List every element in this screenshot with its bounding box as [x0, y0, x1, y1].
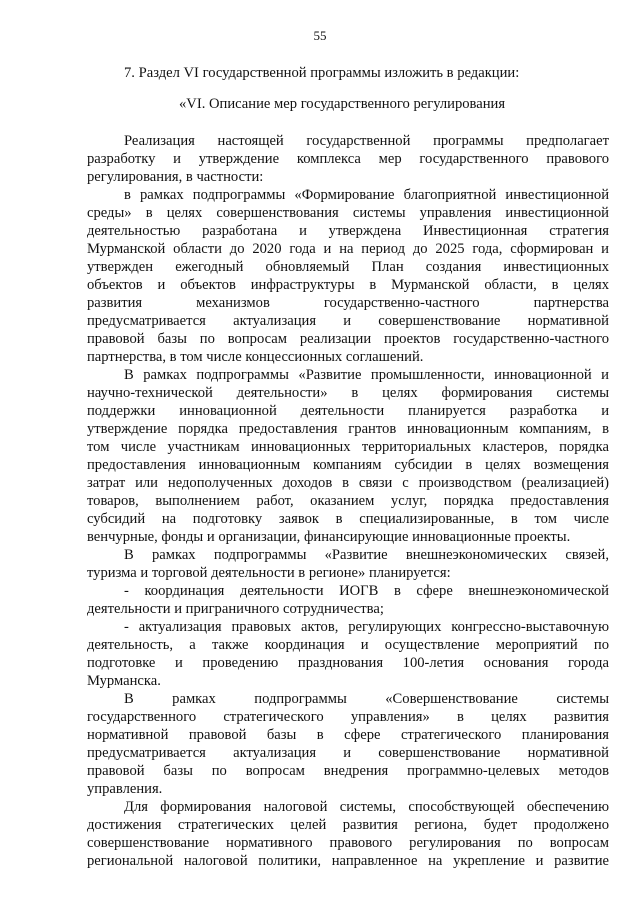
paragraph-line: совершенствование нормативного правового регулирования по вопросам	[87, 835, 609, 851]
paragraph-line: научно-технической деятельности» в целях формирования системы	[87, 385, 609, 401]
list-item-line: деятельности и приграничного сотрудничества;	[87, 601, 384, 617]
paragraph-line: Мурманской области до 2020 года и на период до 2025 года, сформирован и	[87, 241, 609, 257]
paragraph-line: том числе участникам инновационных территориальных кластеров, порядка	[87, 439, 609, 455]
paragraph-line: поддержки инновационной деятельности планируется разработка и	[87, 403, 609, 419]
paragraph-line: правовой базы по вопросам внедрения программно-целевых методов	[87, 763, 609, 779]
paragraph-line: Реализация настоящей государственной программы предполагает	[124, 133, 609, 149]
paragraph-line: затрат или недополученных доходов в связи с производством (реализацией)	[87, 475, 609, 491]
paragraph-line: государственного стратегического управления» в целях развития	[87, 709, 609, 725]
paragraph-line: объектов и объектов инфраструктуры в Мурманской области, в целях	[87, 277, 609, 293]
paragraph-line: региональной налоговой политики, направленное на укрепление и развитие	[87, 853, 609, 869]
list-item-line: подготовке и проведению празднования 100-летия основания города	[87, 655, 609, 671]
paragraph-line: товаров, выполнением работ, оказанием услуг, порядка предоставления	[87, 493, 609, 509]
list-item-line: деятельность, а также координация и осуществление мероприятий по	[87, 637, 609, 653]
list-item-line: - координация деятельности ИОГВ в сфере внешнеэкономической	[124, 583, 609, 599]
paragraph-line: регулирования, в частности:	[87, 169, 264, 185]
paragraph-line: предоставления инновационным компаниям субсидии в целях возмещения	[87, 457, 609, 473]
paragraph-line: предусматривается актуализация и совершенствование нормативной	[87, 745, 609, 761]
paragraph-line: партнерства, в том числе концессионных соглашений.	[87, 349, 424, 365]
paragraph-line: в рамках подпрограммы «Формирование благоприятной инвестиционной	[124, 187, 609, 203]
paragraph-line: венчурные, фонды и организации, финансирующие инновационные проекты.	[87, 529, 571, 545]
paragraph-line: В рамках подпрограммы «Развитие внешнеэкономических связей,	[124, 547, 609, 563]
intro-line: 7. Раздел VI государственной программы изложить в редакции:	[124, 65, 520, 81]
paragraph-line: развития механизмов государственно-частного партнерства	[87, 295, 609, 311]
paragraph-line: утверждение порядка предоставления грантов инновационным компаниям, в	[87, 421, 609, 437]
paragraph-line: нормативной правовой базы в сфере стратегического планирования	[87, 727, 609, 743]
list-item-line: - актуализация правовых актов, регулирующих конгрессно-выставочную	[124, 619, 609, 635]
paragraph-line: субсидий на подготовку заявок в специализированные, в том числе	[87, 511, 609, 527]
paragraph-line: управления.	[87, 781, 163, 797]
paragraph-line: деятельностью разработана и утверждена Инвестиционная стратегия	[87, 223, 609, 239]
paragraph-line: предусматривается актуализация и совершенствование нормативной	[87, 313, 609, 329]
paragraph-line: правовой базы по вопросам реализации проектов государственно-частного	[87, 331, 609, 347]
section-title: «VI. Описание мер государственного регулирования	[179, 96, 506, 112]
paragraph-line: достижения стратегических целей развития региона, будет продолжено	[87, 817, 609, 833]
paragraph-line: В рамках подпрограммы «Совершенствование системы	[124, 691, 609, 707]
paragraph-line: туризма и торговой деятельности в регионе» планируется:	[87, 565, 451, 581]
paragraph-line: среды» в целях совершенствования системы управления инвестиционной	[87, 205, 609, 221]
list-item-line: Мурманска.	[87, 673, 161, 689]
paragraph-line: утвержден ежегодный обновляемый План создания инвестиционных	[87, 259, 609, 275]
page-number: 55	[313, 28, 327, 43]
paragraph-line: В рамках подпрограммы «Развитие промышленности, инновационной и	[124, 367, 609, 383]
paragraph-line: разработку и утверждение комплекса мер государственного правового	[87, 151, 609, 167]
paragraph-line: Для формирования налоговой системы, способствующей обеспечению	[124, 799, 609, 815]
